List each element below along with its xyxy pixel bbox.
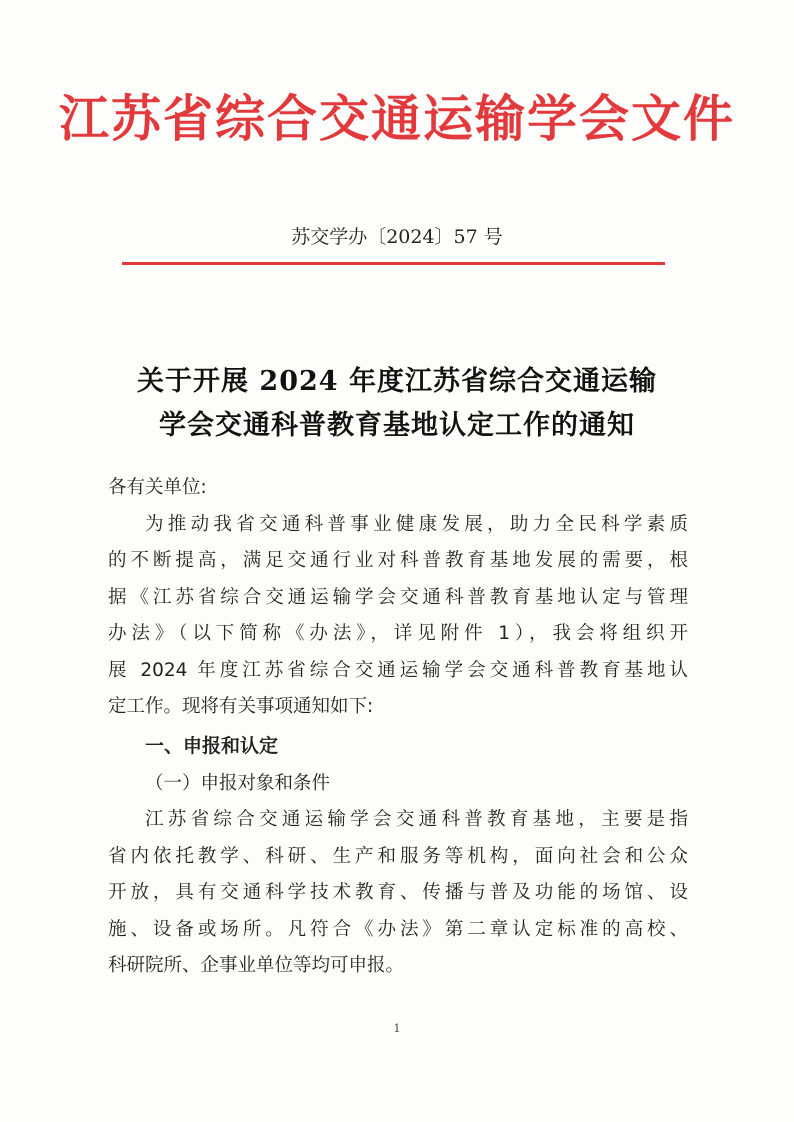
page-number: 1	[393, 1022, 401, 1035]
document-body	[108, 470, 688, 985]
subsection-1-line: 省内依托教学、科研、生产和服务等机构，面向社会和公众	[108, 845, 688, 867]
salutation: 各有关单位:	[108, 477, 207, 498]
paragraph-1-line: 展 2024 年度江苏省综合交通运输学会交通科普教育基地认	[108, 659, 688, 681]
document-title	[0, 360, 794, 448]
masthead-title: 江苏省综合交通运输学会文件	[59, 89, 735, 148]
paragraph-1-line: 的不断提高，满足交通行业对科普教育基地发展的需要，根	[108, 550, 688, 571]
document-title-line-1: 关于开展 2024 年度江苏省综合交通运输	[137, 366, 657, 397]
red-divider	[122, 262, 665, 265]
document-number: 苏交学办〔2024〕57 号	[291, 226, 503, 248]
subsection-1-line: 科研院所、企事业单位等均可申报。	[108, 955, 405, 976]
paragraph-1-line: 办法》（以下简称《办法》，详见附件 1），我会将组织开	[108, 623, 688, 644]
paragraph-1-line: 据《江苏省综合交通运输学会交通科普教育基地认定与管理	[108, 586, 688, 608]
section-1-heading: 一、申报和认定	[145, 734, 279, 757]
subsection-1-heading: （一）申报对象和条件	[145, 772, 331, 794]
subsection-1-line: 施、设备或场所。凡符合《办法》第二章认定标准的高校、	[108, 918, 688, 940]
paragraph-1-line: 为推动我省交通科普事业健康发展，助力全民科学素质	[145, 513, 688, 535]
subsection-1-paragraph	[108, 802, 688, 985]
paragraph-1	[108, 507, 688, 726]
document-title-line-2: 学会交通科普教育基地认定工作的通知	[159, 410, 635, 441]
subsection-1-line: 开放，具有交通科学技术教育、传播与普及功能的场馆、设	[108, 882, 688, 903]
subsection-1-line: 江苏省综合交通运输学会交通科普教育基地，主要是指	[145, 809, 688, 830]
paragraph-1-line: 定工作。现将有关事项通知如下:	[108, 696, 374, 717]
